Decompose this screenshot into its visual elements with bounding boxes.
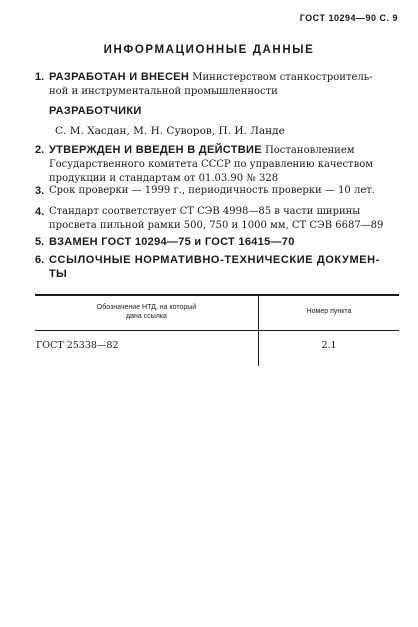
item-5-heading: ВЗАМЕН ГОСТ 10294—75 и ГОСТ 16415—70 [49,236,295,248]
developers-heading: РАЗРАБОТЧИКИ [49,105,142,117]
table-header-clause: Номер пункта [306,308,352,315]
developers-names: С. М. Хасдан, М. Н. Суворов, П. И. Ланде [55,125,285,137]
item-4-number: 4. [35,206,45,218]
item-1-number: 1. [35,71,45,83]
item-1-text-line1: Министерством станкостроитель- [192,72,373,83]
running-head: ГОСТ 10294—90 С. 9 [299,13,398,23]
item-3-text: Срок проверки — 1999 г., периодичность проверки — 10 лет. [49,185,375,196]
item-2-text-line1: Постановлением [265,145,355,156]
item-2-text-line3: продукции и стандартам от 01.03.90 № 328 [49,173,279,184]
item-1-heading: РАЗРАБОТАН И ВНЕСЕН [49,71,190,83]
item-4 [35,205,398,235]
item-6-heading-line2: ТЫ [49,268,68,280]
page-title: ИНФОРМАЦИОННЫЕ ДАННЫЕ [103,44,315,56]
item-2-number: 2. [35,144,45,156]
item-1-text-line2: ной и инструментальной промышленности [49,86,278,97]
item-6-number: 6. [35,254,45,266]
item-2 [35,143,398,187]
table-header-document: Обозначение НТД, на который дана ссылка [96,304,197,320]
item-1 [35,70,398,100]
item-6-heading-line1: ССЫЛОЧНЫЕ НОРМАТИВНО-ТЕХНИЧЕСКИЕ ДОКУМЕН- [49,254,380,266]
table-header-rule [35,330,399,331]
table-cell-clause: 2.1 [321,340,337,351]
item-4-text-line2: просвета пильной рамки 500, 750 и 1000 мм, СТ СЭВ 6687—89 [49,220,384,231]
item-2-heading: УТВЕРЖДЕН И ВВЕДЕН В ДЕЙСТВИЕ [49,144,262,156]
item-4-text-line1: Стандарт соответствует СТ СЭВ 4998—85 в части ширины [49,206,361,217]
table-cell-document: ГОСТ 25338—82 [36,340,119,351]
table-top-rule [35,294,399,296]
table-column-divider [258,296,259,366]
item-2-text-line2: Государственного комитета СССР по управлению качеством [49,159,374,170]
item-5-number: 5. [35,236,45,248]
item-6 [35,253,398,287]
item-3-number: 3. [35,185,45,197]
